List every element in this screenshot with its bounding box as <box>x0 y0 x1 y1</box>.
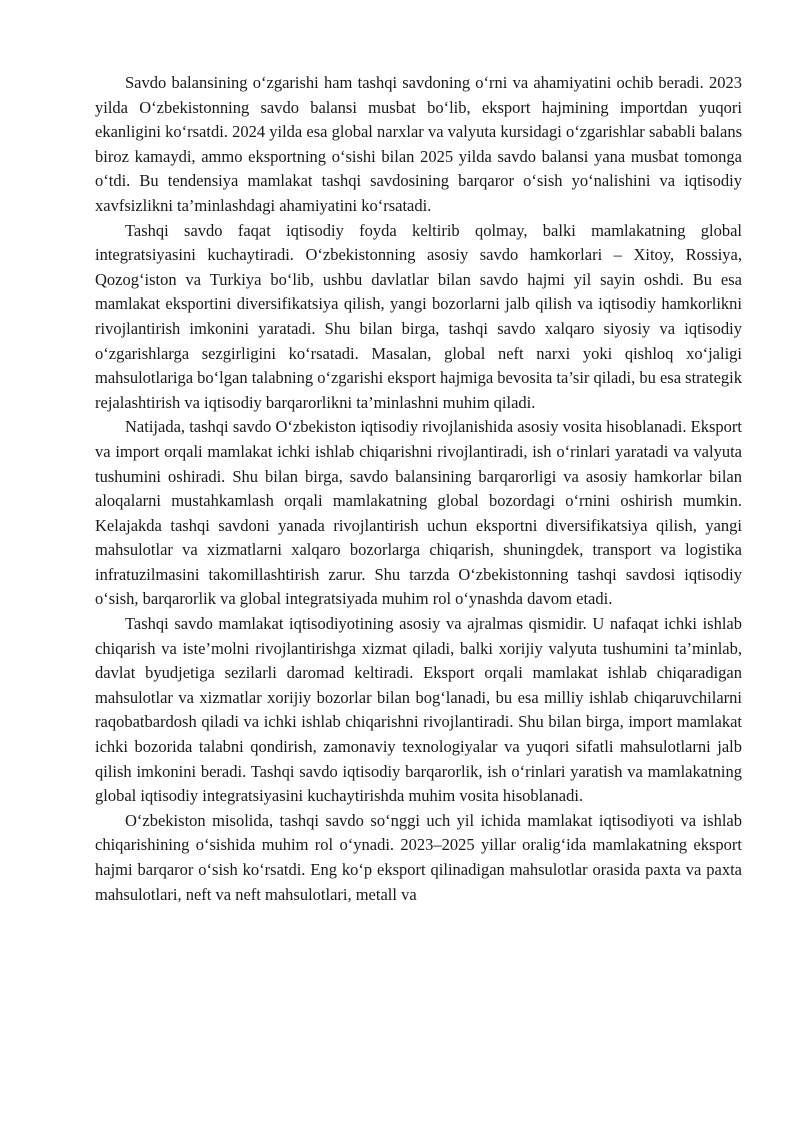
paragraph-trade-balance: Savdo balansining o‘zgarishi ham tashqi savdoning o‘rni va ahamiyatini ochib beradi. 2023 yilda O‘zbekistonning savdo balansi musbat bo‘lib, eksport hajmining importdan yuqori ekanligini ko‘rsatdi. 2024 yilda esa global narxlar va valyuta kursidagi o‘zgarishlar sababli balans biroz kamaydi, ammo eksportning o‘sishi bilan 2025 yilda savdo balansi yana musbat tomonga o‘tdi. Bu tendensiya mamlakat tashqi savdosining barqaror o‘sish yo‘nalishini va iqtisodiy xavfsizlikni ta’minlashdagi ahamiyatini ko‘rsatadi. <box>95 73 742 215</box>
paragraph-global-integration: Tashqi savdo faqat iqtisodiy foyda keltirib qolmay, balki mamlakatning global integratsiyasini kuchaytiradi. O‘zbekistonning asosiy savdo hamkorlari – Xitoy, Rossiya, Qozog‘iston va Turkiya bo‘lib, ushbu davlatlar bilan savdo hajmi yil sayin oshdi. Bu esa mamlakat eksportini diversifikatsiya qilish, yangi bozorlarni jalb qilish va iqtisodiy hamkorlikni rivojlantirish imkonini yaratadi. Shu bilan birga, tashqi savdo xalqaro siyosiy va iqtisodiy o‘zgarishlarga sezgirligini ko‘rsatadi. Masalan, global neft narxi yoki qishloq xo‘jaligi mahsulotlariga bo‘lgan talabning o‘zgarishi eksport hajmiga bevosita ta’sir qiladi, bu esa strategik rejalashtirish va iqtisodiy barqarorlikni ta’minlashni muhim qiladi. <box>95 220 742 412</box>
paragraph-conclusion: Natijada, tashqi savdo O‘zbekiston iqtisodiy rivojlanishida asosiy vosita hisoblanadi. Eksport va import orqali mamlakat ichki ishlab chiqarishni rivojlantiradi, ish o‘rinlari yaratadi va valyuta tushumini oshiradi. Shu bilan birga, savdo balansining barqarorligi va asosiy hamkorlar bilan aloqalarni mustahkamlash orqali mamlakatning global bozordagi o‘rnini oshirish mumkin. Kelajakda tashqi savdoni yanada rivojlantirish uchun eksportni diversifikatsiya qilish, yangi mahsulotlar va xizmatlarni xalqaro bozorlarga chiqarish, shuningdek, transport va logistika infratuzilmasini takomillashtirish zarur. Shu tarzda O‘zbekistonning tashqi savdosi iqtisodiy o‘sish, barqarorlik va global integratsiyada muhim rol o‘ynashda davom etadi. <box>95 417 742 609</box>
document-page <box>95 71 742 907</box>
paragraph-foreign-trade-role: Tashqi savdo mamlakat iqtisodiyotining asosiy va ajralmas qismidir. U nafaqat ichki ishlab chiqarish va iste’molni rivojlantirishga xizmat qiladi, balki xorijiy valyuta tushumini ta’minlab, davlat byudjetiga sezilarli daromad keltiradi. Eksport orqali mamlakat ishlab chiqaradigan mahsulotlar va xizmatlar xorijiy bozorlar bilan bog‘lanadi, bu esa milliy ishlab chiqaruvchilarni raqobatbardosh qiladi va ichki ishlab chiqarishni rivojlantiradi. Shu bilan birga, import mamlakat ichki bozorida talabni qondirish, zamonaviy texnologiyalar va yuqori sifatli mahsulotlarni jalb qilish imkonini beradi. Tashqi savdo iqtisodiy barqarorlik, ish o‘rinlari yaratish va mamlakatning global iqtisodiy integratsiyasini kuchaytirishda muhim vosita hisoblanadi. <box>95 614 742 806</box>
paragraph-uzbekistan-example: O‘zbekiston misolida, tashqi savdo so‘nggi uch yil ichida mamlakat iqtisodiyoti va ishlab chiqarishining o‘sishida muhim rol o‘ynadi. 2023–2025 yillar oralig‘ida mamlakatning eksport hajmi barqaror o‘sish ko‘rsatdi. Eng ko‘p eksport qilinadigan mahsulotlar orasida paxta va paxta mahsulotlari, neft va neft mahsulotlari, metall va <box>95 810 742 904</box>
